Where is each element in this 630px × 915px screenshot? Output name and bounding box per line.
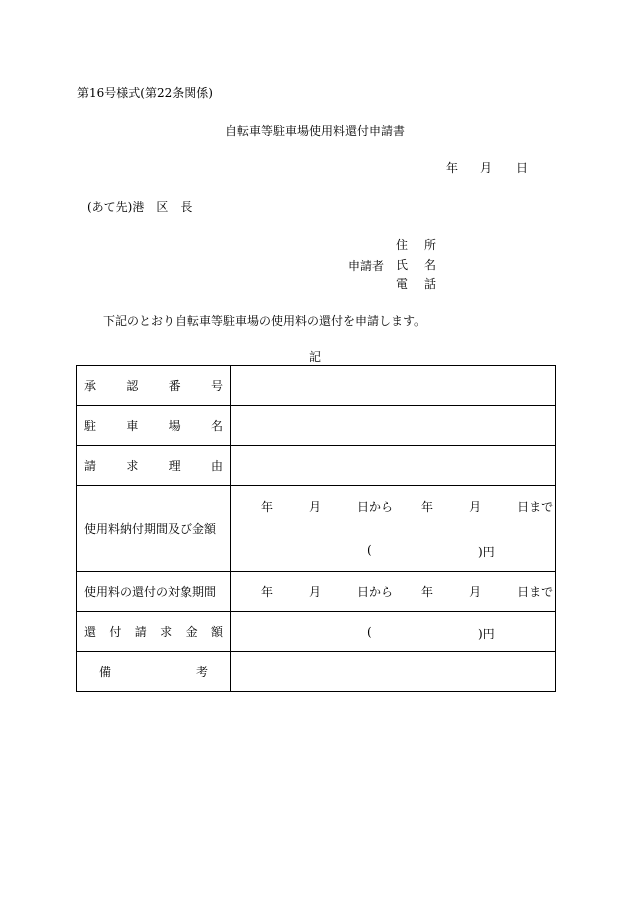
applicant-name-label	[396, 256, 436, 273]
month-label: 月	[309, 585, 322, 599]
row-approval-number	[77, 366, 556, 406]
char: 氏	[396, 258, 409, 272]
char: 承	[84, 379, 97, 393]
value-refund-amount[interactable]	[231, 612, 556, 652]
char: 還	[84, 625, 97, 639]
date-year-label: 年	[446, 161, 459, 175]
char: 由	[210, 459, 223, 473]
value-claim-reason[interactable]	[231, 446, 556, 486]
refund-period-dates	[231, 583, 555, 600]
month-label: 月	[469, 500, 482, 514]
value-approval-number[interactable]	[231, 366, 556, 406]
label-text: 使用料の還付の対象期間	[84, 585, 217, 599]
char: 番	[168, 379, 181, 393]
char: 名	[210, 419, 223, 433]
day-until-label: 日まで	[517, 500, 554, 514]
value-payment-period[interactable]	[231, 486, 556, 572]
day-until-label: 日まで	[517, 585, 554, 599]
row-parking-name	[77, 406, 556, 446]
label-payment-period	[77, 486, 231, 572]
char: 場	[168, 419, 181, 433]
label-refund-period	[77, 572, 231, 612]
document-title: 自転車等駐車場使用料還付申請書	[224, 124, 405, 138]
amount-paren-open: (	[367, 543, 372, 557]
amount-yen-close: )円	[478, 626, 495, 641]
label-remarks	[77, 652, 231, 692]
day-from-label: 日から	[357, 585, 394, 599]
statement: 下記のとおり自転車等駐車場の使用料の還付を申請します。	[103, 314, 427, 328]
payment-period-content	[231, 486, 555, 571]
char: 所	[423, 238, 436, 252]
year-label: 年	[261, 585, 274, 599]
label-refund-amount	[77, 612, 231, 652]
char: 備	[99, 665, 112, 679]
day-from-label: 日から	[357, 500, 394, 514]
date-month-label: 月	[480, 161, 493, 175]
char: 名	[423, 258, 436, 272]
char: 話	[423, 277, 436, 291]
label-approval-number	[77, 366, 231, 406]
addressee: (あて先)港 区 長	[87, 200, 193, 214]
row-refund-amount	[77, 612, 556, 652]
char: 付	[109, 625, 122, 639]
char: 求	[126, 459, 139, 473]
char: 理	[168, 459, 181, 473]
row-remarks	[77, 652, 556, 692]
char: 請	[134, 625, 147, 639]
char: 考	[195, 665, 208, 679]
date-day-label: 日	[516, 161, 529, 175]
applicant-phone-label	[396, 275, 436, 292]
label-text: 使用料納付期間及び金額	[84, 522, 217, 536]
form-number: 第16号様式(第22条関係)	[77, 86, 213, 100]
month-label: 月	[469, 585, 482, 599]
ki-heading: 記	[308, 350, 321, 364]
label-parking-name	[77, 406, 231, 446]
year-label: 年	[261, 500, 274, 514]
value-remarks[interactable]	[231, 652, 556, 692]
refund-amount-content	[231, 622, 555, 642]
row-refund-period	[77, 572, 556, 612]
char: 認	[126, 379, 139, 393]
row-payment-period	[77, 486, 556, 572]
amount-yen-close: )円	[478, 545, 495, 559]
char: 電	[396, 277, 409, 291]
year-label: 年	[421, 585, 434, 599]
month-label: 月	[309, 500, 322, 514]
char: 車	[126, 419, 139, 433]
application-table	[76, 365, 556, 692]
applicant-label: 申請者	[348, 259, 385, 273]
value-refund-period[interactable]	[231, 572, 556, 612]
value-parking-name[interactable]	[231, 406, 556, 446]
char: 駐	[84, 419, 97, 433]
applicant-address-label	[396, 236, 436, 253]
char: 請	[84, 459, 97, 473]
year-label: 年	[421, 500, 434, 514]
char: 求	[160, 625, 173, 639]
amount-paren-open: (	[367, 624, 372, 639]
label-claim-reason	[77, 446, 231, 486]
char: 号	[210, 379, 223, 393]
row-claim-reason	[77, 446, 556, 486]
char: 額	[210, 625, 223, 639]
payment-period-dates	[261, 498, 553, 515]
char: 住	[396, 238, 409, 252]
char: 金	[185, 625, 198, 639]
